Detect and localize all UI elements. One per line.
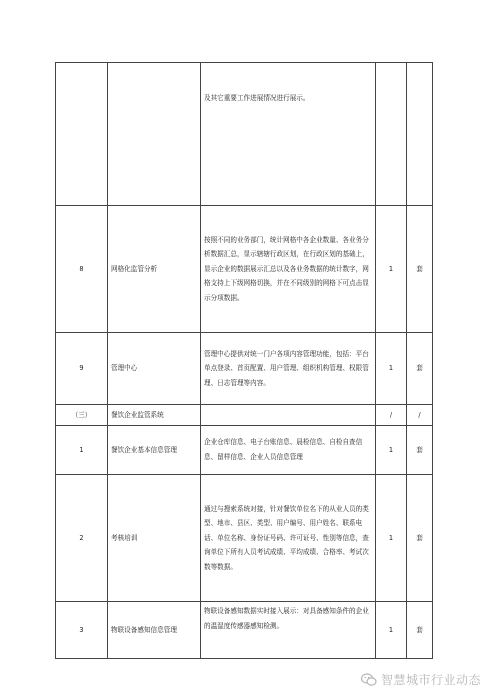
row-item-name: 物联设备感知信息管理 — [108, 602, 201, 659]
table-row — [56, 426, 433, 475]
row-unit: 套 — [407, 333, 433, 405]
row-description: 通过与搜索系统对接，针对餐饮单位名下的从业人员的类型、地市、县区、类型、用户编号、用户姓名、联系电话、单位名称、身份证号码、许可证号、性别等信息，查询单位下所有人员考试成绩、平均成绩、合格率、考试次数等数据。 — [201, 475, 376, 602]
row-unit — [407, 63, 433, 206]
table-row — [56, 333, 433, 405]
row-unit: 套 — [407, 426, 433, 475]
section-title: 餐饮企业监管系统 — [108, 405, 201, 426]
spec-table — [55, 62, 433, 659]
row-number: 9 — [56, 333, 108, 405]
row-description: 企业仓库信息、电子台账信息、晨检信息、自检自查信息、留样信息、企业人员信息管理 — [201, 426, 376, 475]
row-quantity: / — [376, 405, 407, 426]
row-description — [201, 405, 376, 426]
section-number: （三） — [56, 405, 108, 426]
watermark-text: 智慧城市行业动态 — [380, 672, 481, 687]
row-description: 物联设备感知数据实时接入展示：对具备感知条件的企业的温湿度传感器感知检测。 — [201, 602, 376, 659]
row-number — [56, 63, 108, 206]
row-number: 1 — [56, 426, 108, 475]
row-number: 2 — [56, 475, 108, 602]
row-unit: 套 — [407, 206, 433, 333]
watermark — [361, 668, 481, 690]
row-item-name: 餐饮企业基本信息管理 — [108, 426, 201, 475]
row-item-name — [108, 63, 201, 206]
row-quantity: 1 — [376, 602, 407, 659]
table-row — [56, 475, 433, 602]
row-quantity — [376, 63, 407, 206]
row-quantity: 1 — [376, 426, 407, 475]
row-quantity: 1 — [376, 475, 407, 602]
section-row — [56, 405, 433, 426]
row-unit: / — [407, 405, 433, 426]
row-quantity: 1 — [376, 333, 407, 405]
row-description: 按照不同的业务部门，统计网格中各企业数量、各业务分析数据汇总，显示辖辖行政区划，在行政区划的基础上，显示企业的数据展示汇总以及各业务数据的统计数字，网格支持上下级网格切换，并在不同级别的网格下可点击显示分项数据。 — [201, 206, 376, 333]
table-row — [56, 206, 433, 333]
row-item-name: 网格化监管分析 — [108, 206, 201, 333]
row-description: 管理中心提供对统一门户各项内容管理功能，包括：平台单点登录、首页配置、用户管理、组织机构管理、权限管理、日志管理等内容。 — [201, 333, 376, 405]
row-number: 8 — [56, 206, 108, 333]
row-description: 及其它重要工作进展情况进行展示。 — [201, 63, 376, 206]
table-row — [56, 602, 433, 659]
row-quantity: 1 — [376, 206, 407, 333]
row-unit: 套 — [407, 602, 433, 659]
table-row — [56, 63, 433, 206]
row-item-name: 管理中心 — [108, 333, 201, 405]
row-unit: 套 — [407, 475, 433, 602]
row-number: 3 — [56, 602, 108, 659]
wechat-logo-icon — [361, 672, 377, 686]
row-item-name: 考核培训 — [108, 475, 201, 602]
